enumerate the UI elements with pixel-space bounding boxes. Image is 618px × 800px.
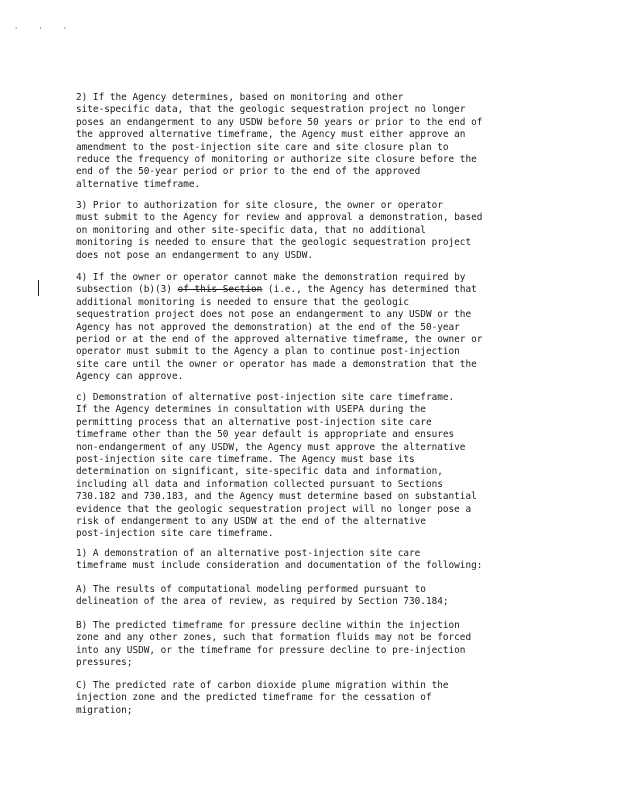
paragraph-C: C) The predicted rate of carbon dioxide plume migration within the injection zone and the predicted timeframe for the cessation of migration; — [76, 680, 449, 716]
paragraph-4-pre: 4) If the owner or operator cannot make the demonstration required by subsection (b)(3) — [76, 272, 466, 296]
paragraph-B: B) The predicted timeframe for pressure decline within the injection zone and any other zones, such that formation fluids may not be forced into any USDW, or the timeframe for pressure decline to pre-injection pressures; — [76, 620, 472, 669]
revision-bar — [38, 280, 39, 296]
corner-marks: ' ' ' — [14, 26, 76, 34]
paragraph-2: 2) If the Agency determines, based on monitoring and other site-specific data, that the geologic sequestration project no longer poses an endangerment to any USDW before 50 years or prior to the end of the approved alternative timeframe, the Agency must either approve an amendment to the post-injection site care and site closure plan to reduce the frequency of monitoring or authorize site closure before the end of the 50-year period or prior to the end of the approved alternative timeframe. — [76, 92, 483, 190]
paragraph-c1: 1) A demonstration of an alternative post-injection site care timeframe must include consideration and documentation of the following: — [76, 548, 483, 572]
paragraph-4-post: (i.e., the Agency has determined that additional monitoring is needed to ensure that the geologic sequestration project does not pose an endangerment to any USDW or the Agency has not approved the demonstration) at the end of the 50-year period or at the end of the approved alternative timeframe, the owner or operator must submit to the Agency a plan to continue post-injection site care until the owner or operator has made a demonstration that the Agency can approve. — [76, 284, 483, 383]
paragraph-3: 3) Prior to authorization for site closure, the owner or operator must submit to the Agency for review and approval a demonstration, based on monitoring and other site-specific data, that no additional monitoring is needed to ensure that the geologic sequestration project does not pose an endangerment to any USDW. — [76, 200, 483, 261]
paragraph-c: c) Demonstration of alternative post-injection site care timeframe. If the Agency determines in consultation with USEPA during the permitting process that an alternative post-injection site care timeframe other than the 50 year default is appropriate and ensures non-endangerment of any USDW, the Agency must approve the alternative post-injection site care timeframe. The Agency must base its determination on significant, site-specific data and information, including all data and information collected pursuant to Sections 730.182 and 730.183, and the Agency must determine based on substantial evidence that the geologic sequestration project will no longer pose a risk of endangerment to any USDW at the end of the alternative post-injection site care timeframe. — [76, 392, 477, 540]
paragraph-4 — [76, 272, 546, 384]
paragraph-A: A) The results of computational modeling performed pursuant to delineation of the area of review, as required by Section 730.184; — [76, 584, 449, 608]
struck-text: of this Section — [177, 284, 263, 296]
